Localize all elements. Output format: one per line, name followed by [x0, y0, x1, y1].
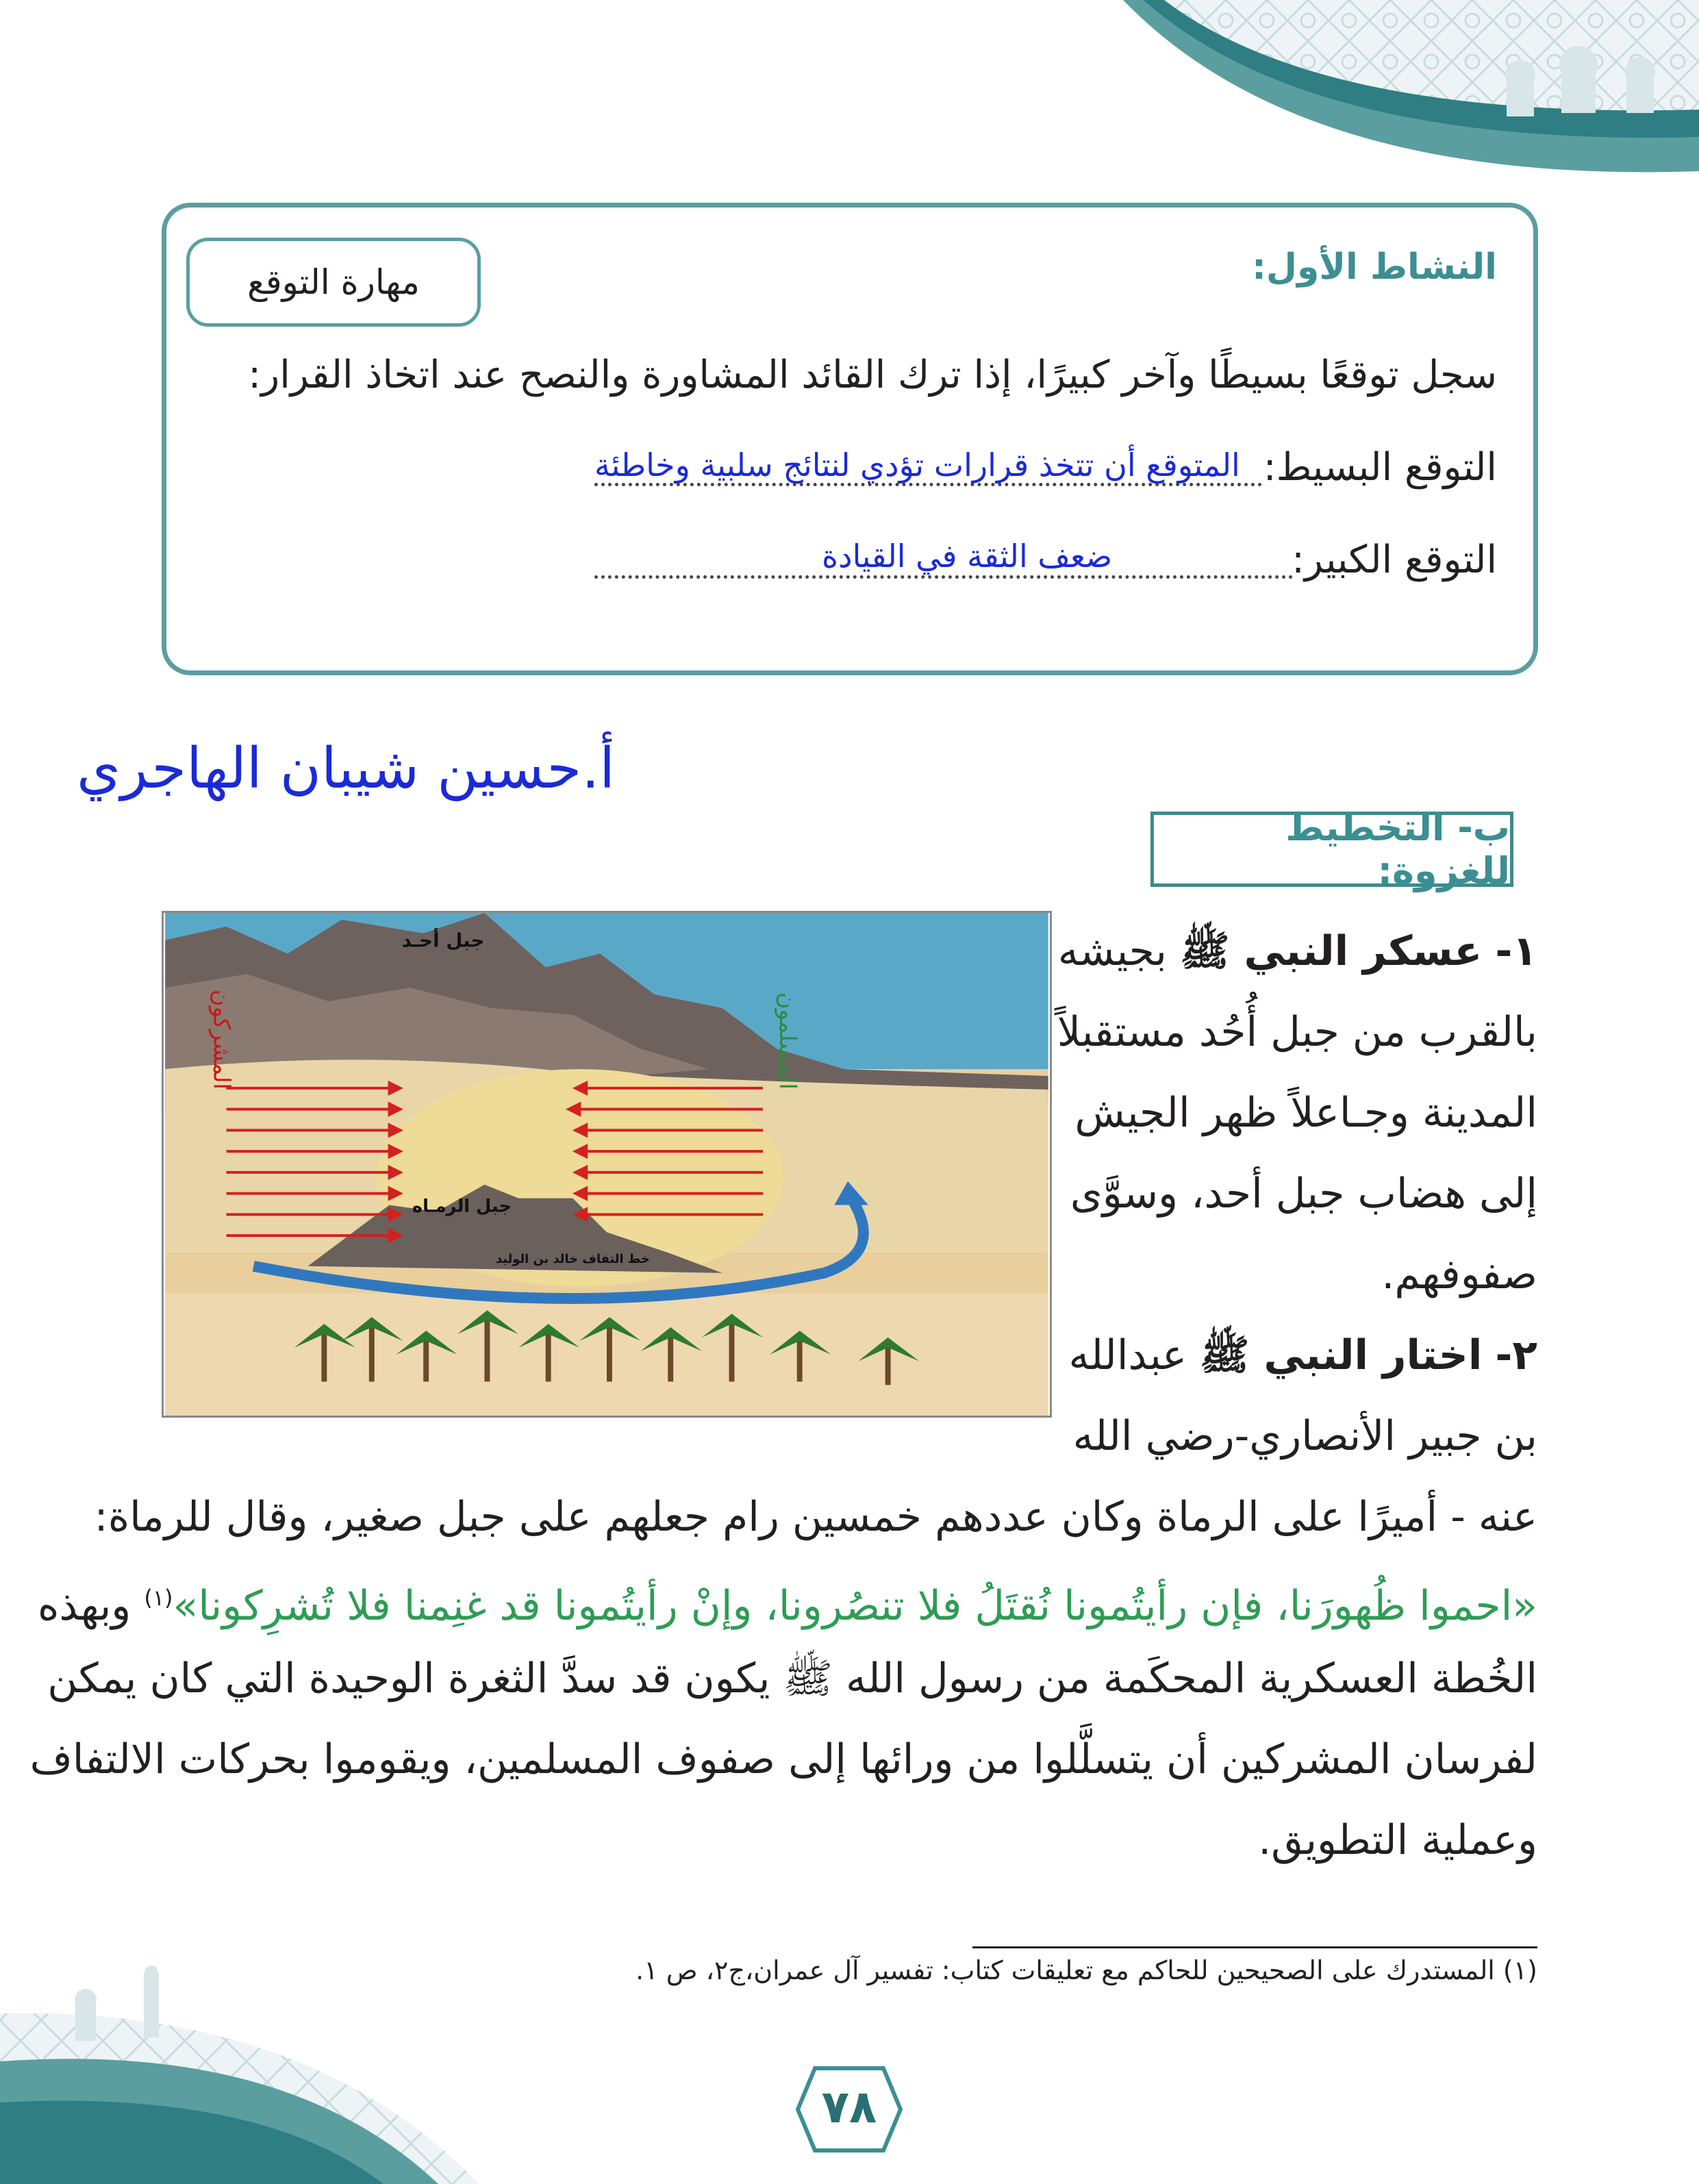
activity-instruction: سجل توقعًا بسيطًا وآخر كبيرًا، إذا ترك القائد المشاورة والنصح عند اتخاذ القرار: — [248, 353, 1497, 397]
point2-line3: عنه - أميرًا على الرماة وكان عددهم خمسين رام جعلهم على جبل صغير، وقال للرماة: — [94, 1493, 1537, 1541]
point1-lead: عسكر النبي ﷺ — [1180, 927, 1483, 975]
point1-number: ١- — [1495, 927, 1537, 975]
point2-line5: الخُطة العسكرية المحكَمة من رسول الله ﷺ يكون قد سدَّ الثغرة الوحيدة التي كان يمكن — [47, 1655, 1537, 1703]
footnote-divider — [972, 1946, 1537, 1948]
big-answer[interactable]: ضعف الثقة في القيادة — [822, 538, 1113, 575]
point2-number: ٢- — [1495, 1331, 1537, 1379]
label-archers-hill: جبل الرمـاه — [412, 1196, 512, 1217]
battle-map — [162, 911, 1052, 1418]
simple-expectation-label: التوقع البسيط: — [1263, 445, 1497, 490]
author-name: أ.حسين شيبان الهاجري — [77, 736, 616, 801]
point1-line1: ١- عسكر النبي ﷺ بجيشه — [1057, 927, 1537, 975]
label-khalid-route: خط التفاف خالد بن الوليد — [495, 1251, 650, 1266]
big-expectation-label: التوقع الكبير: — [1292, 538, 1497, 582]
big-answer-line — [594, 575, 1293, 579]
point1-line3: المدينة وجـاعلاً ظهر الجيش — [1074, 1089, 1537, 1137]
footnote-ref: (١) — [144, 1585, 173, 1611]
point2-line7: وعملية التطويق. — [1258, 1816, 1537, 1864]
page-number: ٧٨ — [821, 2081, 877, 2133]
label-mount-uhud: جبل أحـد — [401, 929, 485, 952]
skill-badge: مهارة التوقع — [186, 238, 481, 327]
point2-line1: ٢- اختار النبي ﷺ عبدالله — [1068, 1331, 1537, 1379]
point1-line2: بالقرب من جبل أُحُد مستقبلاً — [1057, 1008, 1537, 1056]
point2-line2: بن جبير الأنصاري-رضي الله — [1072, 1412, 1537, 1460]
section-heading: ب- التخطيط للغزوة: — [1150, 812, 1513, 887]
point2-lead: اختار النبي ﷺ — [1199, 1331, 1483, 1379]
decorative-corner-top — [1123, 0, 1699, 185]
simple-answer[interactable]: المتوقع أن تتخذ قرارات تؤدي لنتائج سلبية وخاطئة — [594, 447, 1240, 484]
label-muslimun: المسلمون — [774, 992, 801, 1090]
point1-line4: إلى هضاب جبل أحد، وسوَّى — [1070, 1170, 1537, 1218]
hadith-quote: «احموا ظُهورَنا، فإن رأيتُمونا نُقتَلُ فلا تنصُرونا، وإنْ رأيتُمونا قد غنِمنا فلا تُشرِكونا» — [173, 1582, 1537, 1630]
decorative-corner-bottom — [0, 1959, 479, 2184]
point1-line5: صفوفهم. — [1381, 1251, 1537, 1298]
point2-line6: لفرسان المشركين أن يتسلَّلوا من ورائها إلى صفوف المسلمين، ويقوموا بحركات الالتفاف — [29, 1735, 1537, 1783]
activity-title: النشاط الأول: — [1252, 247, 1497, 288]
label-mushrikun: المشركون — [208, 989, 236, 1090]
point2-quote-line: «احموا ظُهورَنا، فإن رأيتُمونا نُقتَلُ فلا تنصُرونا، وإنْ رأيتُمونا قد غنِمنا فلا تُشرِكونا»$^{(١)}$ وبهذه — [37, 1582, 1537, 1630]
footnote: (١) المستدرك على الصحيحين للحاكم مع تعليقات كتاب: تفسير آل عمران،ج٢، ص ١. — [635, 1955, 1537, 1985]
